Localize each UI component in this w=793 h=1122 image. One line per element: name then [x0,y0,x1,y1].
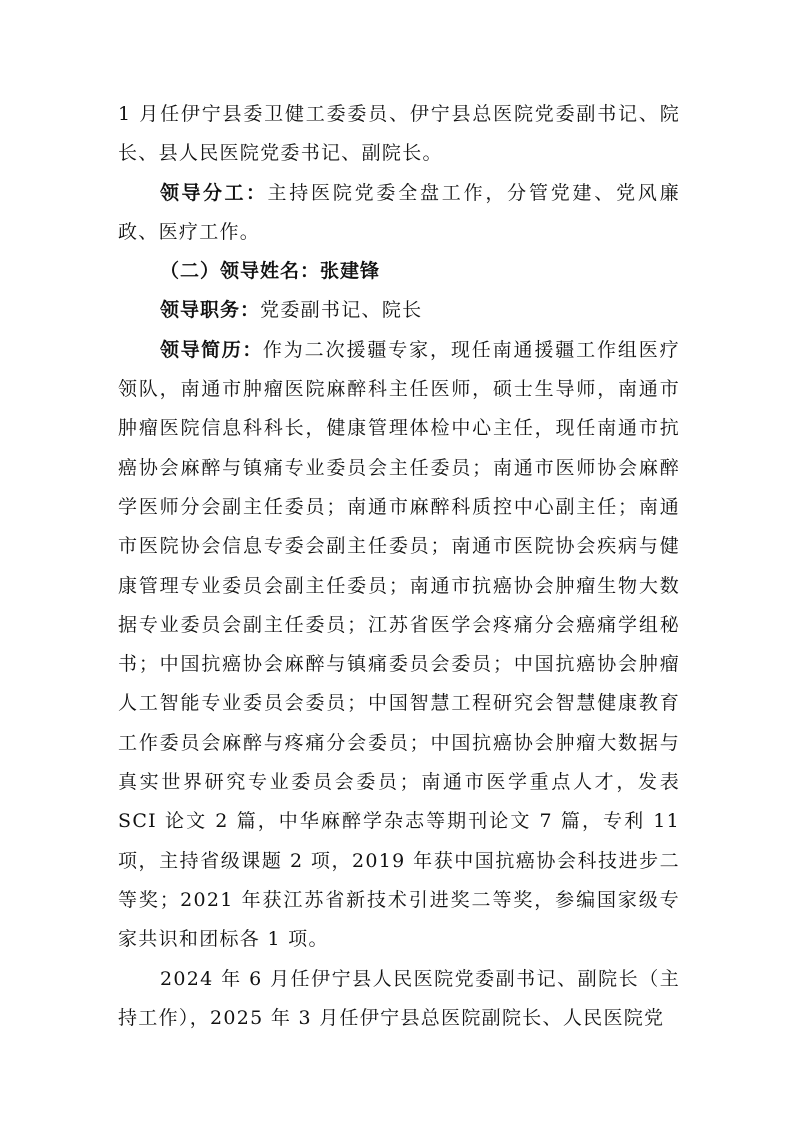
text-leadership-resume: 作为二次援疆专家，现任南通援疆工作组医疗领队，南通市肿瘤医院麻醉科主任医师，硕士生导师，南通市肿瘤医院信息科科长，健康管理体检中心主任，现任南通市抗癌协会麻醉与镇痛专业委员会主任委员；南通市医师协会麻醉学医师分会副主任委员；南通市麻醉科质控中心副主任；南通市医院协会信息专委会副主任委员；南通市医院协会疾病与健康管理专业委员会副主任委员；南通市抗癌协会肿瘤生物大数据专业委员会副主任委员；江苏省医学会疼痛分会癌痛学组秘书；中国抗癌协会麻醉与镇痛委员会委员；中国抗癌协会肿瘤人工智能专业委员会委员；中国智慧工程研究会智慧健康教育工作委员会麻醉与疼痛分会委员；中国抗癌协会肿瘤大数据与真实世界研究专业委员会委员；南通市医学重点人才，发表 SCI 论文 2 篇，中华麻醉学杂志等期刊论文 7 篇，专利 11 项，主持省级课题 2 项，2019 年获中国抗癌协会科技进步二等奖；2021 年获江苏省新技术引进奖二等奖，参编国家级专家共识和团标各 1 项。 [118,338,680,951]
document-body [118,95,680,1038]
text-leadership-position: 党委副书记、院长 [260,299,423,322]
paragraph-leadership-position [118,291,680,330]
paragraph-leadership-resume [118,331,680,960]
label-leadership-position: 领导职务： [160,299,261,322]
paragraph-appointment-history: 2024 年 6 月任伊宁县人民医院党委副书记、副院长（主持工作），2025 年 3 月任伊宁县总医院副院长、人民医院党 [118,967,680,1029]
text-leadership-division: 主持医院党委全盘工作，分管党建、党风廉政、医疗工作。 [118,181,680,243]
section-heading-leader-name: （二）领导姓名：张建锋 [160,260,381,283]
label-leadership-resume: 领导简历： [160,338,263,361]
paragraph-leadership-division [118,174,680,253]
paragraph-appointment-continued: 1 月任伊宁县委卫健工委委员、伊宁县总医院党委副书记、院长、县人民医院党委书记、副院长。 [118,103,680,165]
label-leadership-division: 领导分工： [160,181,268,204]
